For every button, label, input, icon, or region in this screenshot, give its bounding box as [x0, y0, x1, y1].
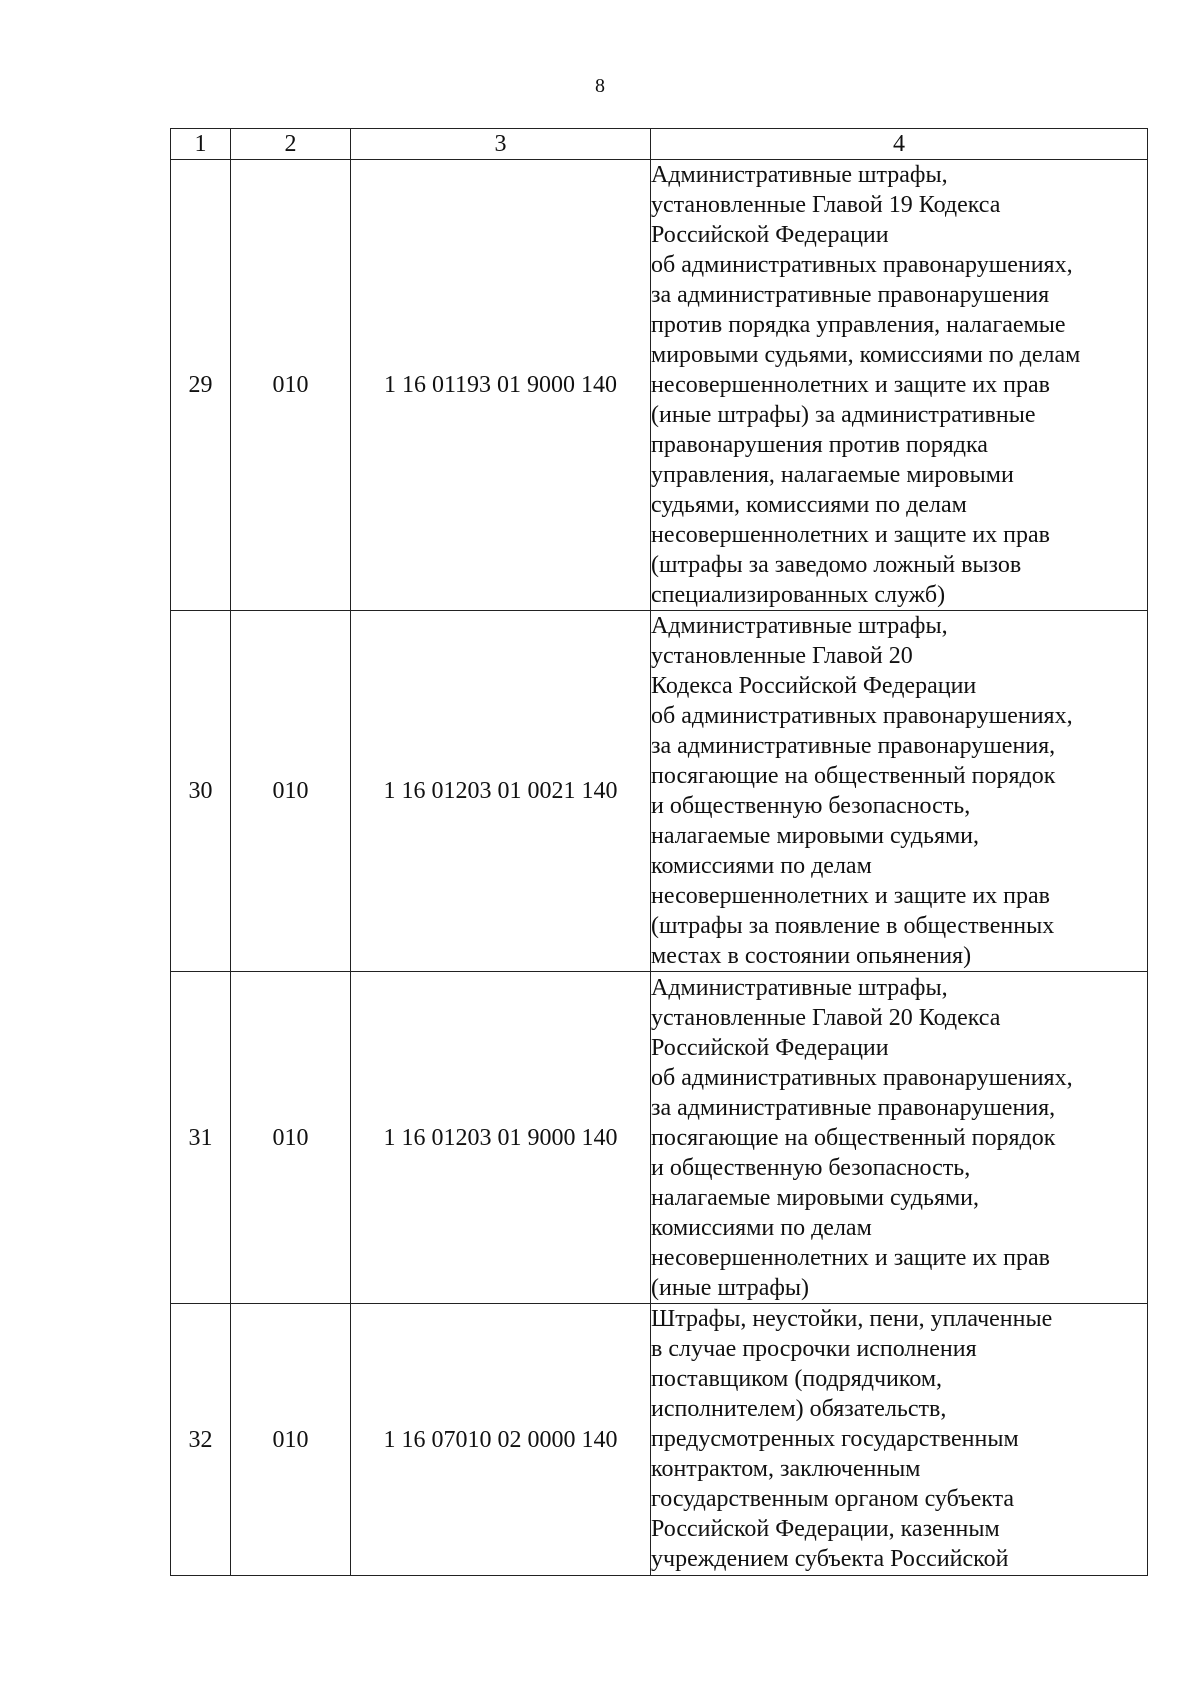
- description-line: учреждением субъекта Российской: [651, 1546, 1009, 1572]
- description-line: (иные штрафы) за административные: [651, 402, 1036, 428]
- header-col-4: 4: [651, 129, 1148, 160]
- table-row: [171, 1304, 1148, 1576]
- description-line: об административных правонарушениях,: [651, 252, 1073, 278]
- description-line: налагаемые мировыми судьями,: [651, 823, 980, 849]
- description-line: комиссиями по делам: [651, 853, 872, 879]
- header-col-3: 3: [351, 129, 651, 160]
- document-table: [170, 128, 1148, 1576]
- admin-code: 010: [231, 160, 351, 611]
- description-line: об административных правонарушениях,: [651, 1064, 1073, 1091]
- description-line: Административные штрафы,: [651, 613, 948, 639]
- description-line: местах в состоянии опьянения): [651, 943, 972, 969]
- budget-classification-code: 1 16 01203 01 9000 140: [351, 972, 651, 1304]
- description-line: Штрафы, неустойки, пени, уплаченные: [651, 1306, 1053, 1332]
- header-col-1: 1: [171, 129, 231, 160]
- table-row: [171, 972, 1148, 1304]
- description-line: в случае просрочки исполнения: [651, 1336, 977, 1362]
- revenue-description: [651, 611, 1148, 972]
- description-line: (иные штрафы): [651, 1274, 810, 1301]
- row-number: 29: [171, 160, 231, 611]
- row-number: 31: [171, 972, 231, 1304]
- description-line: поставщиком (подрядчиком,: [651, 1366, 943, 1392]
- description-line: об административных правонарушениях,: [651, 703, 1073, 729]
- description-line: комиссиями по делам: [651, 1214, 872, 1241]
- description-line: мировыми судьями, комиссиями по делам: [651, 342, 1081, 368]
- description-line: Административные штрафы,: [651, 974, 948, 1001]
- description-line: управления, налагаемые мировыми: [651, 462, 1014, 488]
- description-line: за административные правонарушения,: [651, 1094, 1056, 1121]
- revenue-description: [651, 972, 1148, 1304]
- description-line: за административные правонарушения: [651, 282, 1050, 308]
- description-line: установленные Главой 19 Кодекса: [651, 192, 1001, 218]
- description-line: и общественную безопасность,: [651, 793, 971, 819]
- description-line: государственным органом субъекта: [651, 1486, 1015, 1512]
- description-line: против порядка управления, налагаемые: [651, 312, 1066, 338]
- budget-classification-code: 1 16 01203 01 0021 140: [351, 611, 651, 972]
- description-line: правонарушения против порядка: [651, 432, 988, 458]
- header-row: [171, 129, 1148, 160]
- description-line: Административные штрафы,: [651, 162, 948, 188]
- table-row: [171, 160, 1148, 611]
- description-line: несовершеннолетних и защите их прав: [651, 522, 1051, 548]
- description-line: за административные правонарушения,: [651, 733, 1056, 759]
- table-body: [171, 160, 1148, 1576]
- row-number: 30: [171, 611, 231, 972]
- description-line: специализированных служб): [651, 582, 946, 608]
- description-line: несовершеннолетних и защите их прав: [651, 883, 1051, 909]
- revenue-description: [651, 1304, 1148, 1576]
- description-line: Кодекса Российской Федерации: [651, 673, 977, 699]
- description-line: посягающие на общественный порядок: [651, 1124, 1056, 1151]
- description-line: (штрафы за заведомо ложный вызов: [651, 552, 1022, 578]
- description-line: установленные Главой 20: [651, 643, 913, 669]
- description-line: Российской Федерации: [651, 1034, 889, 1061]
- budget-classification-code: 1 16 01193 01 9000 140: [351, 160, 651, 611]
- description-line: налагаемые мировыми судьями,: [651, 1184, 980, 1211]
- description-line: (штрафы за появление в общественных: [651, 913, 1055, 939]
- description-line: посягающие на общественный порядок: [651, 763, 1056, 789]
- description-line: установленные Главой 20 Кодекса: [651, 1004, 1001, 1031]
- description-line: и общественную безопасность,: [651, 1154, 971, 1181]
- description-line: Российской Федерации, казенным: [651, 1516, 1000, 1542]
- description-line: предусмотренных государственным: [651, 1426, 1019, 1452]
- description-line: исполнителем) обязательств,: [651, 1396, 947, 1422]
- admin-code: 010: [231, 611, 351, 972]
- header-col-2: 2: [231, 129, 351, 160]
- admin-code: 010: [231, 972, 351, 1304]
- revenue-description: [651, 160, 1148, 611]
- budget-classification-code: 1 16 07010 02 0000 140: [351, 1304, 651, 1576]
- admin-code: 010: [231, 1304, 351, 1576]
- description-line: несовершеннолетних и защите их прав: [651, 372, 1051, 398]
- description-line: судьями, комиссиями по делам: [651, 492, 967, 518]
- description-line: контрактом, заключенным: [651, 1456, 921, 1482]
- description-line: несовершеннолетних и защите их прав: [651, 1244, 1051, 1271]
- description-line: Российской Федерации: [651, 222, 889, 248]
- table-header: [171, 129, 1148, 160]
- table-row: [171, 611, 1148, 972]
- page-number: 8: [595, 75, 605, 97]
- row-number: 32: [171, 1304, 231, 1576]
